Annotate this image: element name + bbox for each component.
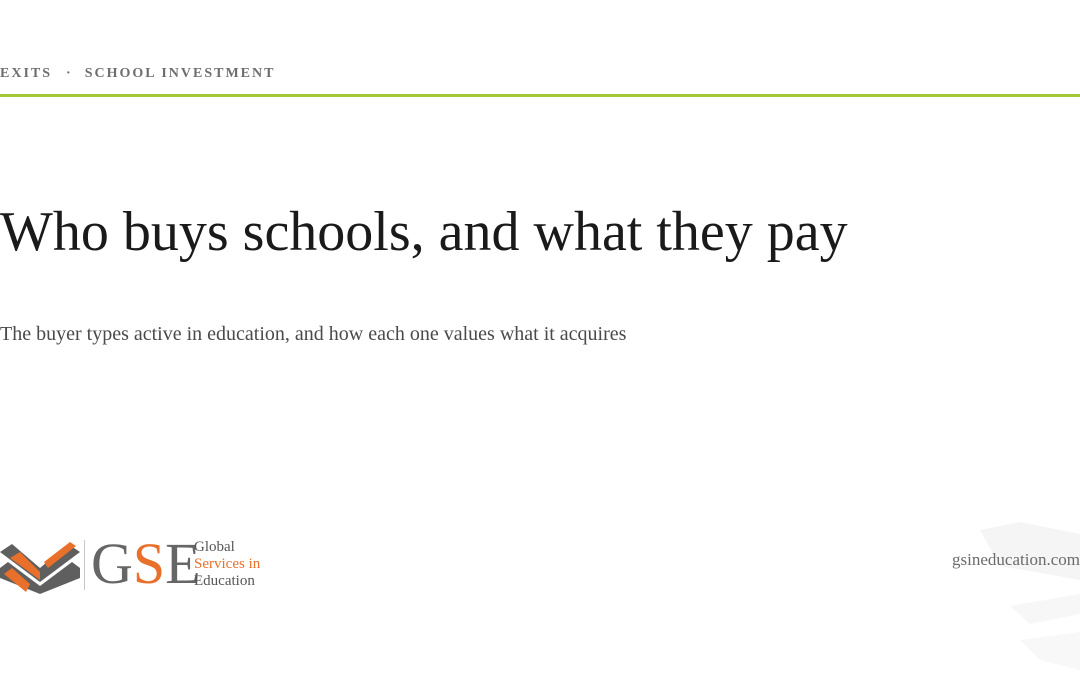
- logo-tagline-line-2: Services in: [194, 556, 261, 572]
- logo-wordmark: [91, 531, 201, 596]
- page-title: Who buys schools, and what they pay: [0, 201, 848, 263]
- logo-letter-e: E: [165, 531, 201, 596]
- breadcrumb-topic[interactable]: SCHOOL INVESTMENT: [84, 66, 276, 81]
- breadcrumb-separator: ·: [66, 66, 71, 81]
- page-subtitle: The buyer types active in education, and how each one values what it acquires: [0, 323, 627, 345]
- breadcrumb: [0, 64, 275, 84]
- open-book-chevron-icon: [0, 538, 80, 594]
- breadcrumb-category[interactable]: EXITS: [0, 66, 53, 81]
- decorative-stripes: [960, 510, 1080, 675]
- accent-divider: [0, 94, 1080, 97]
- website-link[interactable]: gsineducation.com: [952, 550, 1080, 569]
- logo-tagline-line-1: Global: [194, 539, 235, 555]
- logo-tagline: [194, 539, 260, 590]
- gse-logo[interactable]: [0, 531, 280, 596]
- logo-letter-g: G: [91, 531, 133, 596]
- logo-letter-s: S: [132, 531, 166, 596]
- logo-divider: [84, 540, 85, 590]
- logo-tagline-line-3: Education: [194, 573, 255, 589]
